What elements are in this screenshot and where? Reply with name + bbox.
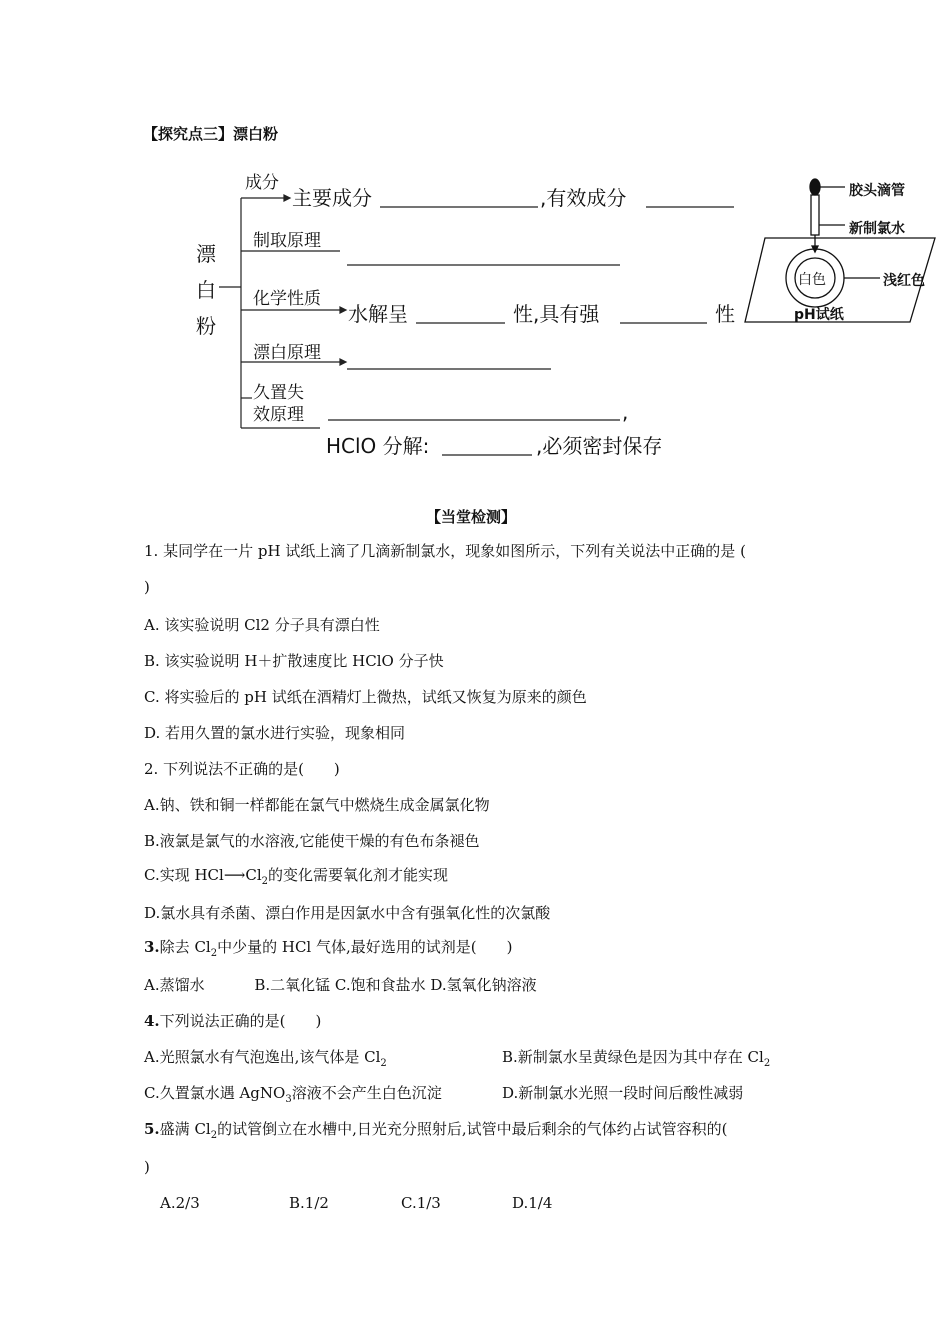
q4-option-a [144, 1046, 387, 1069]
q3-number: 3. [144, 938, 160, 956]
hydrolysis-label: 水解呈 [348, 302, 408, 326]
branch-composition: 成分 [245, 173, 279, 193]
q4-option-b [502, 1046, 770, 1069]
q3-stem [144, 936, 512, 959]
q1-stem-end: ) [144, 578, 150, 596]
q2-c-cl: Cl [245, 866, 262, 884]
q2-option-a: A.钠、铁和铜一样都能在氯气中燃烧生成金属氯化物 [144, 796, 490, 814]
q1-stem: 1. 某同学在一片 pH 试纸上滴了几滴新制氯水，现象如图所示，下列有关说法中正确的是 ( [144, 542, 746, 560]
q4-stem [144, 1010, 321, 1031]
hclo-decomp-label: HClO 分解: [326, 434, 430, 458]
q4-number: 4. [144, 1012, 160, 1030]
q3-stem-post: 中少量的 HCl 气体,最好选用的试剂是( ) [217, 938, 513, 956]
q4-c-post: 溶液不会产生白色沉淀 [291, 1084, 442, 1102]
subscript: 3 [285, 1094, 292, 1105]
nature-label: 性 [715, 302, 735, 326]
q1-option-c: C. 将实验后的 pH 试纸在酒精灯上微热，试纸又恢复为原来的颜色 [144, 688, 587, 706]
effective-component-label: ,有效成分 [540, 186, 627, 210]
arrow-icon: ⟶ [223, 866, 246, 884]
q4-a-text: A.光照氯水有气泡逸出,该气体是 Cl [144, 1048, 381, 1066]
branch-chemical: 化学性质 [253, 289, 321, 309]
q1-option-b: B. 该实验说明 H＋扩散速度比 HClO 分子快 [144, 652, 444, 670]
chlorine-water-label: 新制氯水 [849, 221, 905, 237]
q5-stem-post: 的试管倒立在水槽中,日光充分照射后,试管中最后剩余的气体约占试管容积的( [217, 1120, 728, 1138]
subscript: 2 [210, 948, 218, 959]
q5-option-c: C.1/3 [401, 1194, 441, 1212]
q2-option-c [144, 864, 448, 887]
branch-bleach: 漂白原理 [253, 343, 321, 363]
failure-comma: , [622, 400, 629, 424]
q2-stem: 2. 下列说法不正确的是( ) [144, 760, 340, 778]
pink-label: 浅红色 [883, 273, 925, 289]
q1-option-d: D. 若用久置的氯水进行实验，现象相同 [144, 724, 406, 742]
sealed-label: ,必须密封保存 [536, 434, 663, 458]
q3-stem-pre: 除去 Cl [159, 938, 211, 956]
root-char-2: 白 [196, 278, 216, 302]
strong-label: 性,具有强 [513, 302, 600, 326]
q4-option-d: D.新制氯水光照一段时间后酸性减弱 [502, 1084, 744, 1102]
subscript: 2 [380, 1058, 387, 1069]
q5-option-a: A.2/3 [160, 1194, 200, 1212]
q2-option-d: D.氯水具有杀菌、漂白作用是因氯水中含有强氧化性的次氯酸 [144, 904, 551, 922]
white-label: 白色 [798, 272, 826, 288]
q5-option-d: D.1/4 [512, 1194, 553, 1212]
section-heading: 【探究点三】漂白粉 [143, 125, 279, 143]
q5-stem [144, 1118, 728, 1141]
q4-option-c [144, 1082, 442, 1105]
q5-number: 5. [144, 1120, 160, 1138]
q3-options: A.蒸馏水 B.二氧化锰 C.饱和食盐水 D.氢氧化钠溶液 [144, 976, 537, 994]
q5-stem-end: ) [144, 1158, 150, 1176]
dropper-label: 胶头滴管 [849, 183, 905, 199]
q1-option-a: A. 该实验说明 Cl2 分子具有漂白性 [144, 616, 380, 634]
q4-b-text: B.新制氯水呈黄绿色是因为其中存在 Cl [502, 1048, 764, 1066]
q2-c-prefix: C.实现 HCl [144, 866, 224, 884]
q5-option-b: B.1/2 [289, 1194, 329, 1212]
main-component-label: 主要成分 [292, 186, 372, 210]
q4-c-pre: C.久置氯水遇 AgNO [144, 1084, 286, 1102]
subscript: 2 [210, 1130, 218, 1141]
branch-preparation: 制取原理 [253, 231, 321, 251]
q5-stem-pre: 盛满 Cl [159, 1120, 211, 1138]
root-char-1: 漂 [196, 242, 216, 266]
q2-option-b: B.液氯是氯气的水溶液,它能使干燥的有色布条褪色 [144, 832, 480, 850]
branch-failure-line1: 久置失 [253, 383, 304, 403]
subscript: 2 [763, 1058, 771, 1069]
test-heading: 【当堂检测】 [426, 508, 517, 526]
ph-paper-label: pH试纸 [794, 307, 844, 323]
subscript: 2 [261, 876, 269, 887]
root-char-3: 粉 [196, 314, 216, 338]
branch-failure-line2: 效原理 [253, 405, 304, 425]
q4-stem-text: 下列说法正确的是( ) [159, 1012, 322, 1030]
ph-paper-figure [740, 170, 950, 330]
q2-c-suffix: 的变化需要氧化剂才能实现 [268, 866, 449, 884]
